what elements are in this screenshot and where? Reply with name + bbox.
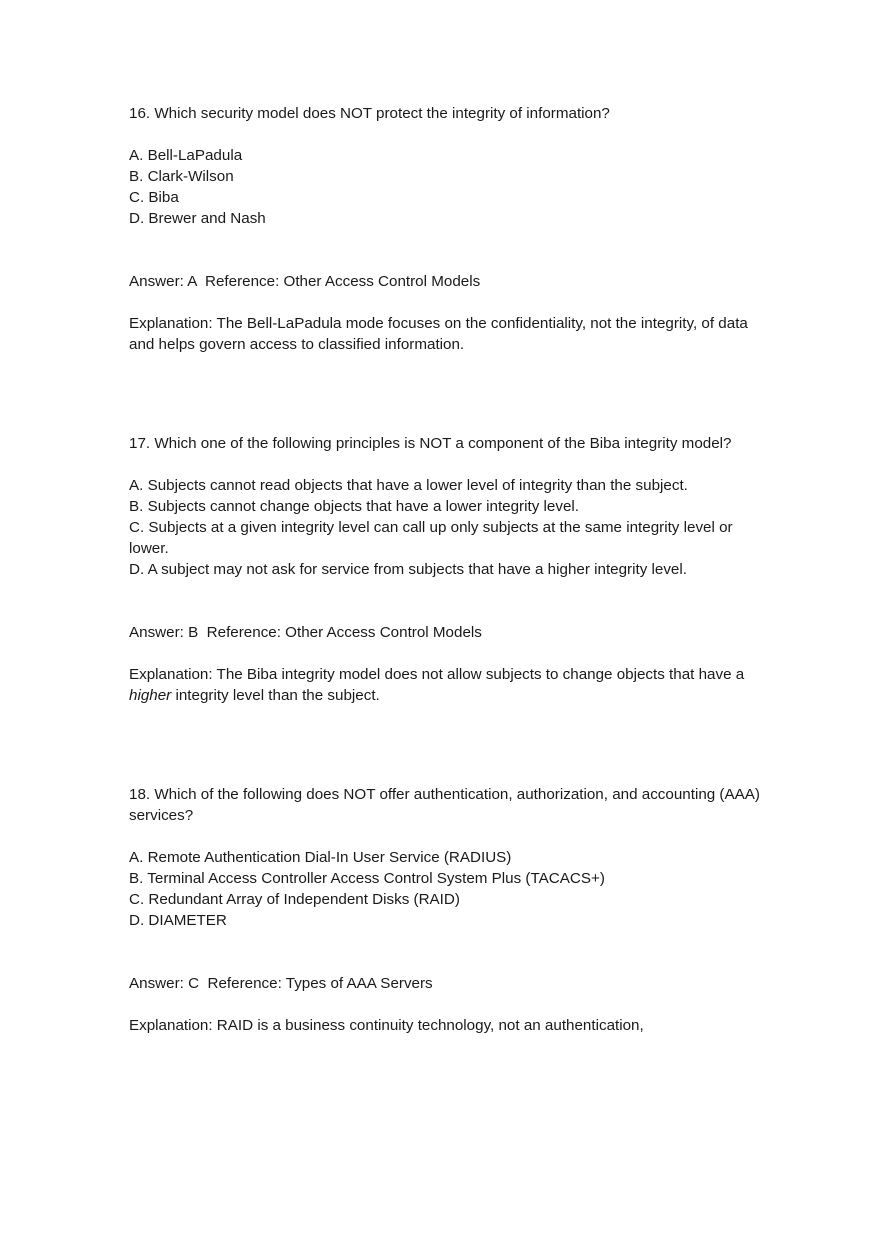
- document-page: [129, 103, 769, 1052]
- question-text: 16. Which security model does NOT protect the integrity of information?: [129, 105, 610, 122]
- answer-line: [129, 271, 769, 292]
- option-item: D. A subject may not ask for service from subjects that have a higher integrity level.: [129, 561, 687, 579]
- explanation-text: Explanation: The Bell-LaPadula mode focuses on the confidentiality, not the integrity, of data and helps govern access to classified information.: [129, 315, 748, 353]
- reference-text: Reference: Other Access Control Models: [205, 273, 481, 290]
- option-item: C. Redundant Array of Independent Disks (RAID): [129, 891, 460, 909]
- reference-text: Reference: Other Access Control Models: [206, 624, 482, 642]
- spacer: [129, 370, 769, 433]
- reference-text: Reference: Types of AAA Servers: [207, 975, 433, 993]
- option-list: [129, 145, 769, 229]
- option-list: [129, 475, 769, 580]
- answer-text: Answer: B: [129, 624, 199, 642]
- answer-text: Answer: A: [129, 273, 197, 290]
- spacer: [129, 721, 769, 784]
- question-block: [129, 784, 769, 1036]
- explanation-text: Explanation: RAID is a business continuity technology, not an authentication,: [129, 1017, 644, 1035]
- option-item: C. Biba: [129, 189, 179, 206]
- question-block: [129, 433, 769, 706]
- option-item: B. Terminal Access Controller Access Control System Plus (TACACS+): [129, 870, 605, 888]
- option-item: A. Bell-LaPadula: [129, 147, 243, 164]
- question-text: 18. Which of the following does NOT offer authentication, authorization, and accounting (AAA) services?: [129, 786, 760, 825]
- answer-line: [129, 973, 769, 994]
- option-item: B. Subjects cannot change objects that have a lower integrity level.: [129, 498, 579, 516]
- option-item: A. Remote Authentication Dial-In User Service (RADIUS): [129, 849, 512, 867]
- option-item: D. Brewer and Nash: [129, 210, 266, 227]
- explanation-text: [129, 664, 769, 706]
- option-item: B. Clark-Wilson: [129, 168, 234, 185]
- question-block: [129, 103, 769, 355]
- option-item: A. Subjects cannot read objects that have a lower level of integrity than the subject.: [129, 477, 688, 495]
- option-list: [129, 847, 769, 931]
- explanation-emphasis: higher: [129, 687, 172, 705]
- option-item: C. Subjects at a given integrity level can call up only subjects at the same integrity level or lower.: [129, 519, 733, 558]
- answer-text: Answer: C: [129, 975, 200, 993]
- answer-line: [129, 622, 769, 643]
- option-item: D. DIAMETER: [129, 912, 227, 930]
- explanation-part: Explanation: The Biba integrity model does not allow subjects to change objects that have a: [129, 666, 745, 684]
- explanation-part: integrity level than the subject.: [175, 687, 380, 705]
- question-text: 17. Which one of the following principles is NOT a component of the Biba integrity model?: [129, 435, 732, 453]
